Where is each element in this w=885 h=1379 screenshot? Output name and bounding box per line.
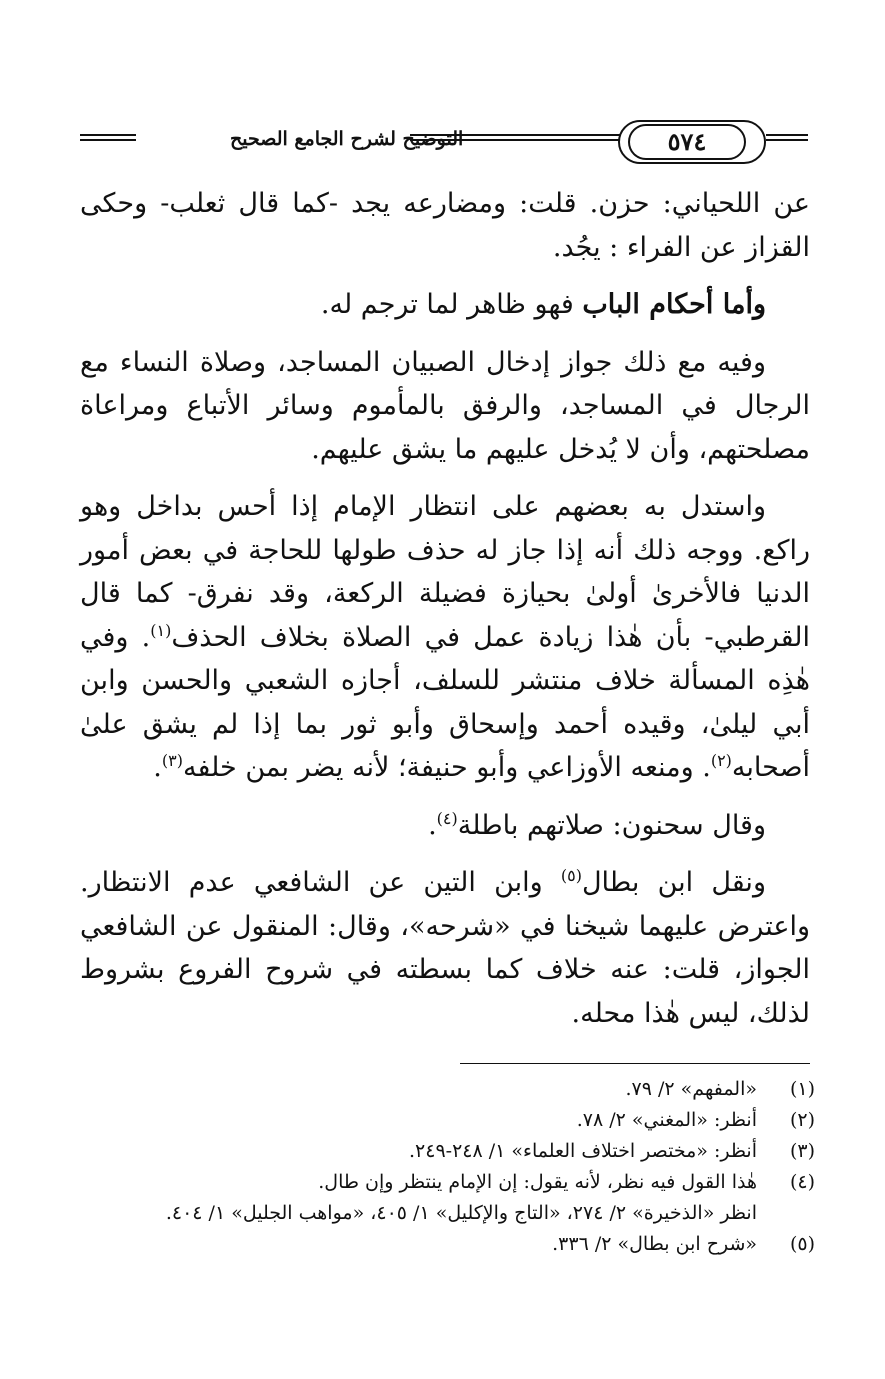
paragraph-3: وفيه مع ذلك جواز إدخال الصبيان المساجد، وصلاة النساء مع الرجال في المساجد، والرفق بالمأموم وسائر الأتباع ومراعاة مصلحتهم، وأن لا يُدخل عليهم ما يشق عليهم. (80, 346, 810, 465)
page-header (80, 112, 808, 172)
footnote-text: هٰذا القول فيه نظر، لأنه يقول: إن الإمام ينتظر وإن طال. (318, 1171, 757, 1193)
footnote-ref-1[interactable]: (١) (150, 620, 172, 640)
section-heading: وأما أحكام الباب (582, 289, 766, 320)
footnote-text: أنظر: «المغني» ٢/ ٧٨. (576, 1109, 757, 1131)
paragraph-5 (80, 804, 810, 848)
footnote-5 (80, 1229, 815, 1260)
page-number: ٥٧٤ (628, 124, 746, 160)
footnote-ref-2[interactable]: (٢) (710, 751, 732, 770)
paragraph-1: عن اللحياني: حزن. قلت: ومضارعه يجد -كما قال ثعلب- وحكى القزاز عن الفراء : يجُد. (80, 188, 810, 263)
footnote-number: (٣) (789, 1140, 815, 1162)
footnote-number: (٥) (789, 1233, 815, 1255)
running-title: التوضيح لشرح الجامع الصحيح (230, 128, 464, 150)
footnote-ref-5[interactable]: (٥) (560, 866, 582, 885)
paragraph-4-text-d: . (153, 752, 162, 783)
paragraph-6-text-a: ونقل ابن بطال (581, 867, 766, 898)
paragraph-4 (80, 485, 810, 790)
footnote-text: أنظر: «مختصر اختلاف العلماء» ١/ ٢٤٨-٢٤٩. (409, 1140, 757, 1162)
main-text (80, 182, 810, 1035)
paragraph-4-text-a: واستدل به بعضهم على انتظار الإمام إذا أحس بداخل وهو راكع. ووجه ذلك أنه إذا جاز له حذف طولها للحاجة في بعض أمور الدنيا فالأخرىٰ أولىٰ بحيازة فضيلة الركعة، وقد نفرق- كما قال القرطبي- بأن هٰذا زيادة عمل في الصلاة بخلاف الحذف (80, 491, 810, 653)
footnote-2 (80, 1105, 815, 1136)
footnote-1 (80, 1074, 815, 1105)
paragraph-4-text-c: . ومنعه الأوزاعي وأبو حنيفة؛ لأنه يضر بمن خلفه (182, 752, 711, 783)
footnote-number: (٢) (789, 1109, 815, 1131)
paragraph-6-text-b: وابن التين عن الشافعي عدم الانتظار. واعترض عليهما شيخنا في «شرحه»، وقال: المنقول عن الشافعي الجواز، قلت: عنه خلاف كما بسطته في شروح الفروع بشروط لذلك، ليس هٰذا محله. (80, 867, 810, 1029)
footnote-4 (80, 1167, 815, 1198)
footnote-ref-3[interactable]: (٣) (161, 751, 183, 770)
paragraph-2-text: فهو ظاهر لما ترجم له. (320, 289, 583, 320)
paragraph-4-text-b: . وفي هٰذِه المسألة خلاف منتشر للسلف، أجازه الشعبي والحسن وابن أبي ليلىٰ، وقيده أحمد وإسحاق وأبو ثور بما إذا لم يشق علىٰ أصحابه (80, 621, 810, 783)
footnote-ref-4[interactable]: (٤) (436, 808, 458, 828)
header-rule-right (766, 134, 808, 141)
footnote-separator (460, 1063, 810, 1064)
footnote-number: (٤) (789, 1171, 815, 1193)
paragraph-5-text-a: وقال سحنون: صلاتهم باطلة (457, 809, 766, 841)
footnote-text: «المفهم» ٢/ ٧٩. (625, 1078, 757, 1100)
footnote-3 (80, 1136, 815, 1167)
paragraph-2 (80, 283, 810, 327)
header-rule-left (80, 134, 136, 141)
paragraph-6 (80, 861, 810, 1035)
header-rule-middle (410, 134, 620, 141)
footnote-text: «شرح ابن بطال» ٢/ ٣٣٦. (552, 1233, 757, 1255)
footnotes (80, 1074, 815, 1260)
footnote-4-continued: انظر «الذخيرة» ٢/ ٢٧٤، «التاج والإكليل» ١/ ٤٠٥، «مواهب الجليل» ١/ ٤٠٤. (165, 1202, 757, 1224)
footnote-number: (١) (789, 1078, 815, 1100)
paragraph-5-text-b: . (428, 809, 437, 841)
